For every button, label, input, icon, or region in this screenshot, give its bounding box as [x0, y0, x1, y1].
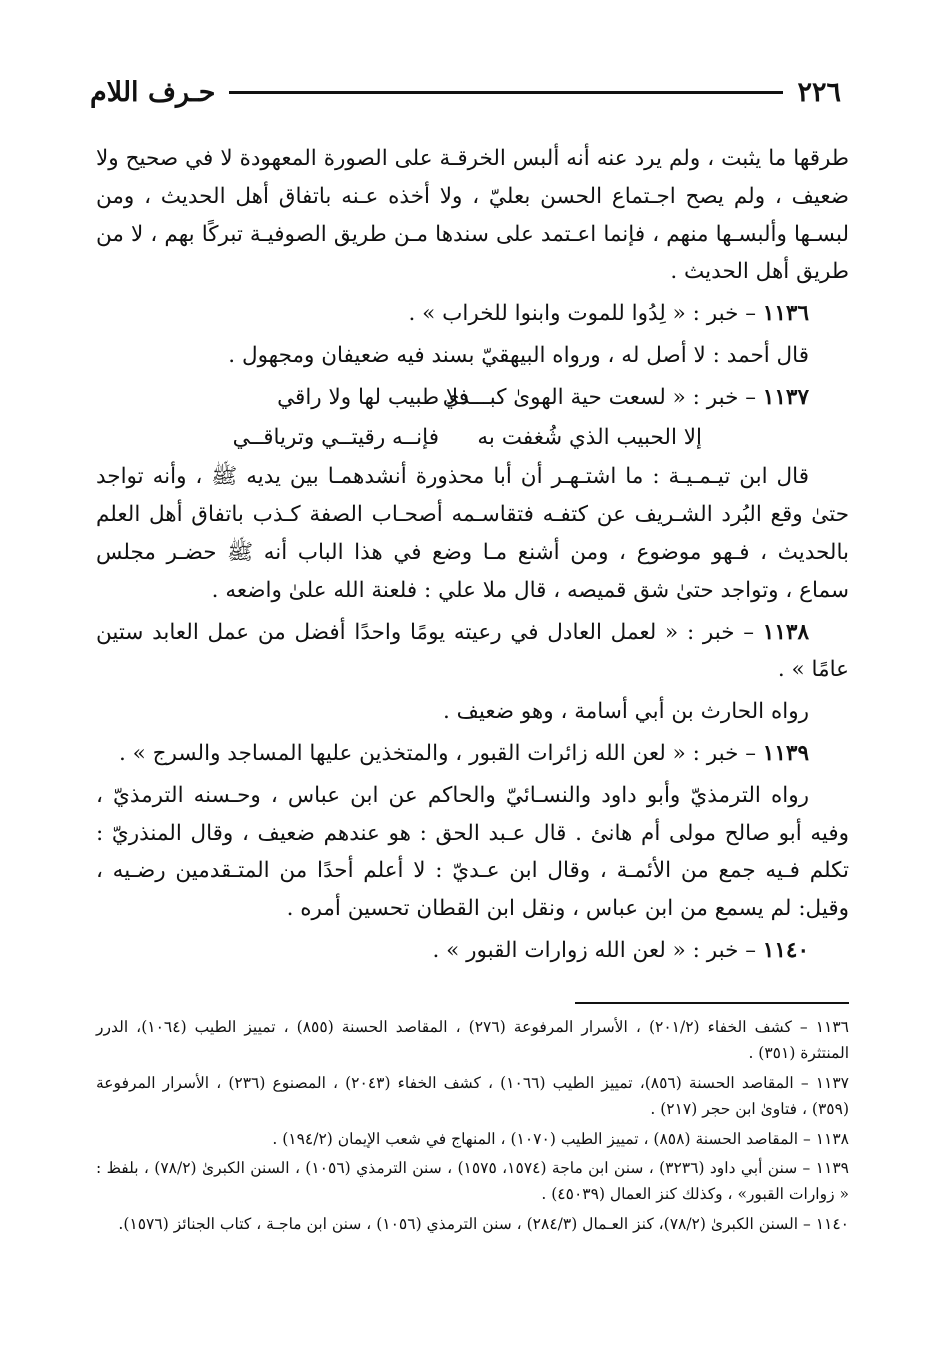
footnote-1139: ١١٣٩ – سنن أبي داود (٣٢٣٦) ، سنن ابن ماجة (١٥٧٤، ١٥٧٥) ، سنن الترمذي (١٠٥٦) ، السنن الكبرىٰ (٧٨/٢) ، بلفظ : « زوارات القبور» ، وكذلك كنز العمال (٤٥٠٣٩) . [96, 1159, 849, 1204]
footnote-1137: ١١٣٧ – المقاصد الحسنة (٨٥٦)، تمييز الطيب (١٠٦٦) ، كشف الخفاء (٢٠٤٣) ، المصنوع (٢٣٦) ، الأسرار المرفوعة (٣٥٩) ، فتاوىٰ ابن حجر (٢١٧) . [96, 1073, 849, 1119]
verse-hemistich-2: فلا طبيب لها ولا راقي [277, 384, 469, 410]
page-header [90, 70, 841, 114]
hadith-1140 [96, 932, 849, 970]
hadith-1137 [442, 379, 809, 417]
verse-line-1 [96, 379, 849, 417]
paragraph-tirmidhi: رواه الترمذيّ وأبو داود والنسـائيّ والحاكم عن ابن عباس ، وحـسنه الترمذيّ ، وفيه أبو صالح مولى أم هانئ . قال عـبد الحق : هو عندهم ضعيف ، وقال المنذريّ : تكلم فـيه جمع من الأئمـة ، وقال ابن عـديّ : لا أعلم أحدًا من المتـقدمين رضـيه ، وقيل: لم يسمع من ابن عباس ، ونقل ابن القطان تحسين أمره . [96, 782, 849, 922]
footnote-1138: ١١٣٨ – المقاصد الحسنة (٨٥٨) ، تمييز الطيب (١٠٧٠) ، المنهاج في شعب الإيمان (١٩٤/٢) . [272, 1129, 849, 1148]
hadith-number: ١١٤٠ [762, 937, 809, 963]
footnote-1140: ١١٤٠ – السنن الكبرىٰ (٧٨/٢)، كنز العـمال (٢٨٤/٣) ، سنن الترمذي (١٠٥٦) ، سنن ابن ماجـة ، كتاب الجنائز (١٥٧٦). [118, 1214, 849, 1233]
hadith-1136 [96, 295, 849, 333]
hadith-number: ١١٣٨ [762, 619, 809, 645]
main-text [96, 140, 849, 974]
hadith-text: – خبر : « لِدُوا للموت وابنوا للخراب » . [408, 301, 763, 327]
verse-hemistich-1: – خبر : « لسعت حية الهوىٰ كبـــدي [442, 384, 763, 410]
header-rule [229, 91, 783, 94]
verse-hemistich-3: إلا الحبيب الذي شُغفت به [477, 424, 702, 450]
footnote-separator [575, 1002, 849, 1004]
hadith-number: ١١٣٧ [762, 384, 809, 410]
chapter-title: حـرف اللام [90, 76, 216, 108]
hadith-number: ١١٣٩ [762, 740, 809, 766]
hadith-text: – خبر : « لعن الله زوارات القبور » . [432, 937, 763, 963]
verse-line-2 [96, 419, 849, 457]
hadith-1139 [96, 735, 849, 773]
hadith-text: – خبر : « لعن الله زائرات القبور ، والمتخذين عليها المساجد والسرج » . [118, 740, 763, 766]
footnote-1136: ١١٣٦ – كشف الخفاء (٢٠١/٢) ، الأسرار المرفوعة (٢٧٦) ، المقاصد الحسنة (٨٥٥) ، تمييز الطيب (١٠٦٤)، الدرر المنتثرة (٣٥١) . [96, 1018, 849, 1063]
verse-hemistich-4: فإنــه رقيتــي وترياقــي [232, 424, 439, 450]
hadith-text: – خبر : « لعمل العادل في رعيته يومًا واحدًا أفضل من عمل العابد ستين عامًا » . [96, 619, 849, 683]
paragraph-harith: رواه الحارث بن أبي أسامة ، وهو ضعيف . [442, 699, 809, 725]
page-number: ٢٢٦ [797, 76, 841, 108]
hadith-1138 [96, 614, 849, 690]
footnotes [96, 1014, 849, 1240]
hadith-number: ١١٣٦ [762, 301, 809, 327]
paragraph-continuation: طرقها ما يثبت ، ولم يرد عنه أنه ألبس الخرقـة على الصورة المعهودة لا في صحيح ولا ضعيف ، ولم يصح اجـتماع الحسن بعليّ ، ولا أخذه عـنه باتفاق أهل الحديث ، ومن لبسـها وألبسـها منهم ، فإنما اعـتمد على سندها مـن طريق الصوفيـة تبركًا بهم ، لا من طريق أهل الحديث . [96, 146, 849, 285]
paragraph-ibn-taymiyya: قال ابن تيـمـيـة : ما اشتـهـر أن أبا محذورة أنشدهمـا بين يديه ﷺ ، وأنه تواجد حتىٰ وقع البُرد الشـريف عن كتفـه فتقاسـمه أصحـاب الصفة كـذب باتفاق أهل العلم بالحديث ، فـهو موضوع ، ومن أشنع مـا وضع في هذا الباب أنه ﷺ حضـر مجلس سماع ، وتواجد حتىٰ شق قميصه ، قال ملا علي : فلعنة الله علىٰ واضعه . [96, 464, 849, 603]
paragraph-ahmad: قال أحمد : لا أصل له ، ورواه البيهقيّ بسند فيه ضعيفان ومجهول . [228, 342, 809, 368]
